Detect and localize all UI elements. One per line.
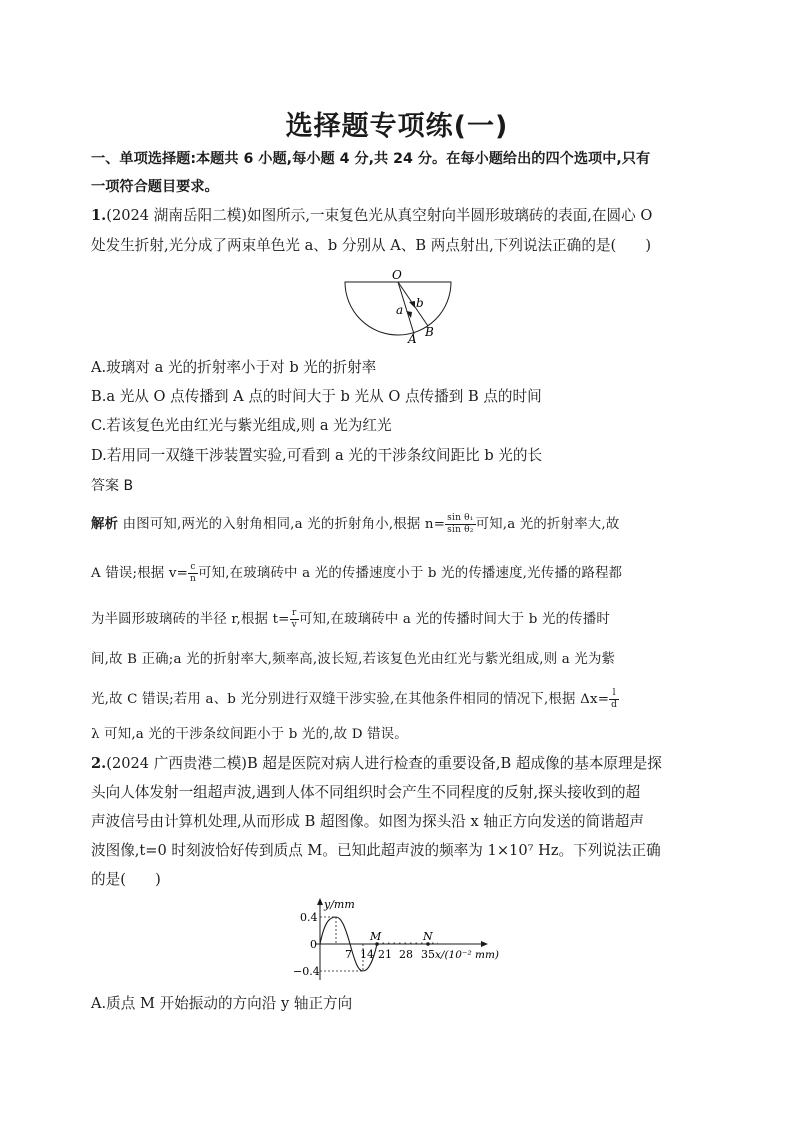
formula-fraction: [609, 688, 619, 711]
frac-num: c: [188, 562, 198, 574]
q2-wave-graph: [278, 896, 518, 986]
frac-den: v: [291, 620, 297, 630]
q1-option-B: B.a 光从 O 点传播到 A 点的时间大于 b 光从 O 点传播到 B 点的时间: [91, 388, 542, 405]
page-title: 选择题专项练(一): [285, 111, 509, 142]
q1-source: (2024 湖南岳阳二模): [106, 207, 247, 224]
q2-stem-line1: [91, 754, 662, 774]
label-B: B: [425, 325, 434, 339]
expl-text: 为半圆形玻璃砖的半径 r,根据 t=: [91, 612, 290, 627]
explanation-label: 解析: [91, 517, 119, 532]
q1-stem-line1: [91, 206, 652, 226]
frac-den: sin θ₂: [447, 525, 474, 535]
expl-text: 由图可知,两光的入射角相同,a 光的折射角小,根据 n=: [118, 517, 446, 532]
y-tick-zero: 0: [310, 938, 317, 951]
y-axis-label: y/mm: [324, 898, 355, 911]
x-tick-7: 7: [345, 948, 352, 961]
y-tick-top: 0.4: [300, 911, 318, 924]
q2-stem-line4: 波图像,t=0 时刻波恰好传到质点 M。已知此超声波的频率为 1×10⁷ Hz。下列说法正确: [91, 842, 661, 859]
expl-text: 可知,在玻璃砖中 a 光的传播时间大于 b 光的传播时: [298, 612, 610, 627]
x-tick-35: 35: [421, 948, 435, 961]
expl-text: 光,故 C 错误;若用 a、b 光分别进行双缝干涉实验,在其他条件相同的情况下,根据 Δx=: [91, 692, 610, 707]
label-O: O: [392, 268, 402, 282]
y-axis-arrow: [317, 898, 323, 905]
q1-answer: 答案 B: [91, 478, 134, 494]
frac-num: l: [609, 688, 619, 700]
label-a: a: [396, 303, 404, 317]
q1-option-D: D.若用同一双缝干涉装置实验,可看到 a 光的干涉条纹间距比 b 光的长: [91, 447, 543, 464]
q2-stem-text1: B 超是医院对病人进行检查的重要设备,B 超成像的基本原理是探: [246, 755, 662, 772]
section-header-line2: 一项符合题目要求。: [91, 179, 219, 195]
q2-option-A: A.质点 M 开始振动的方向沿 y 轴正方向: [91, 995, 353, 1012]
q1-explanation-line6: λ 可知,a 光的干涉条纹间距小于 b 光的,故 D 错误。: [91, 727, 408, 742]
point-N-label: N: [423, 930, 433, 943]
label-b: b: [416, 296, 424, 310]
q1-semicircle-figure: [340, 266, 460, 346]
q2-stem-line5: 的是( ): [91, 871, 161, 888]
q1-stem-line2: 处发生折射,光分成了两束单色光 a、b 分别从 A、B 两点射出,下列说法正确的是( ): [91, 237, 652, 254]
x-tick-28: 28: [399, 948, 413, 961]
formula-fraction: [188, 562, 198, 585]
q1-number: 1.: [91, 207, 107, 224]
point-M-label: M: [370, 930, 382, 943]
frac-num: sin θ₁: [447, 513, 474, 523]
x-tick-14: 14: [360, 948, 374, 961]
y-tick-bottom: −0.4: [293, 965, 320, 978]
q1-option-A: A.玻璃对 a 光的折射率小于对 b 光的折射率: [91, 359, 377, 376]
q1-explanation-line4: 间,故 B 正确;a 光的折射率大,频率高,波长短,若该复色光由红光与紫光组成,则 a 光为紫: [91, 652, 616, 667]
formula-fraction: [445, 513, 475, 536]
frac-den: d: [611, 700, 618, 710]
frac-num: r: [290, 608, 299, 620]
x-axis-arrow: [481, 941, 488, 947]
q1-explanation-line3: [91, 608, 610, 631]
x-axis-label: x/(10⁻² mm): [435, 949, 500, 961]
q2-source: (2024 广西贵港二模): [106, 755, 247, 772]
expl-text: 可知,a 光的折射率大,故: [475, 517, 620, 532]
formula-fraction: [290, 608, 299, 631]
q2-stem-line2: 头向人体发射一组超声波,遇到人体不同组织时会产生不同程度的反射,探头接收到的超: [91, 784, 641, 801]
expl-text: 可知,在玻璃砖中 a 光的传播速度小于 b 光的传播速度,光传播的路程都: [198, 566, 623, 581]
q1-explanation-line1: [91, 513, 619, 536]
q1-explanation-line2: [91, 562, 622, 585]
arrow-b: [409, 301, 415, 308]
q2-number: 2.: [91, 755, 107, 772]
q1-stem-text1: 如图所示,一束复色光从真空射向半圆形玻璃砖的表面,在圆心 O: [246, 207, 653, 224]
expl-text: A 错误;根据 v=: [91, 566, 189, 581]
q2-stem-line3: 声波信号由计算机处理,从而形成 B 超图像。如图为探头沿 x 轴正方向发送的简谐超声: [91, 813, 644, 830]
frac-den: n: [190, 574, 197, 584]
q1-option-C: C.若该复色光由红光与紫光组成,则 a 光为红光: [91, 417, 392, 434]
section-header-line1: 一、单项选择题:本题共 6 小题,每小题 4 分,共 24 分。在每小题给出的四个选项中,只有: [91, 151, 651, 167]
x-tick-21: 21: [378, 948, 392, 961]
q1-explanation-line5: [91, 688, 619, 711]
label-A: A: [408, 332, 417, 346]
